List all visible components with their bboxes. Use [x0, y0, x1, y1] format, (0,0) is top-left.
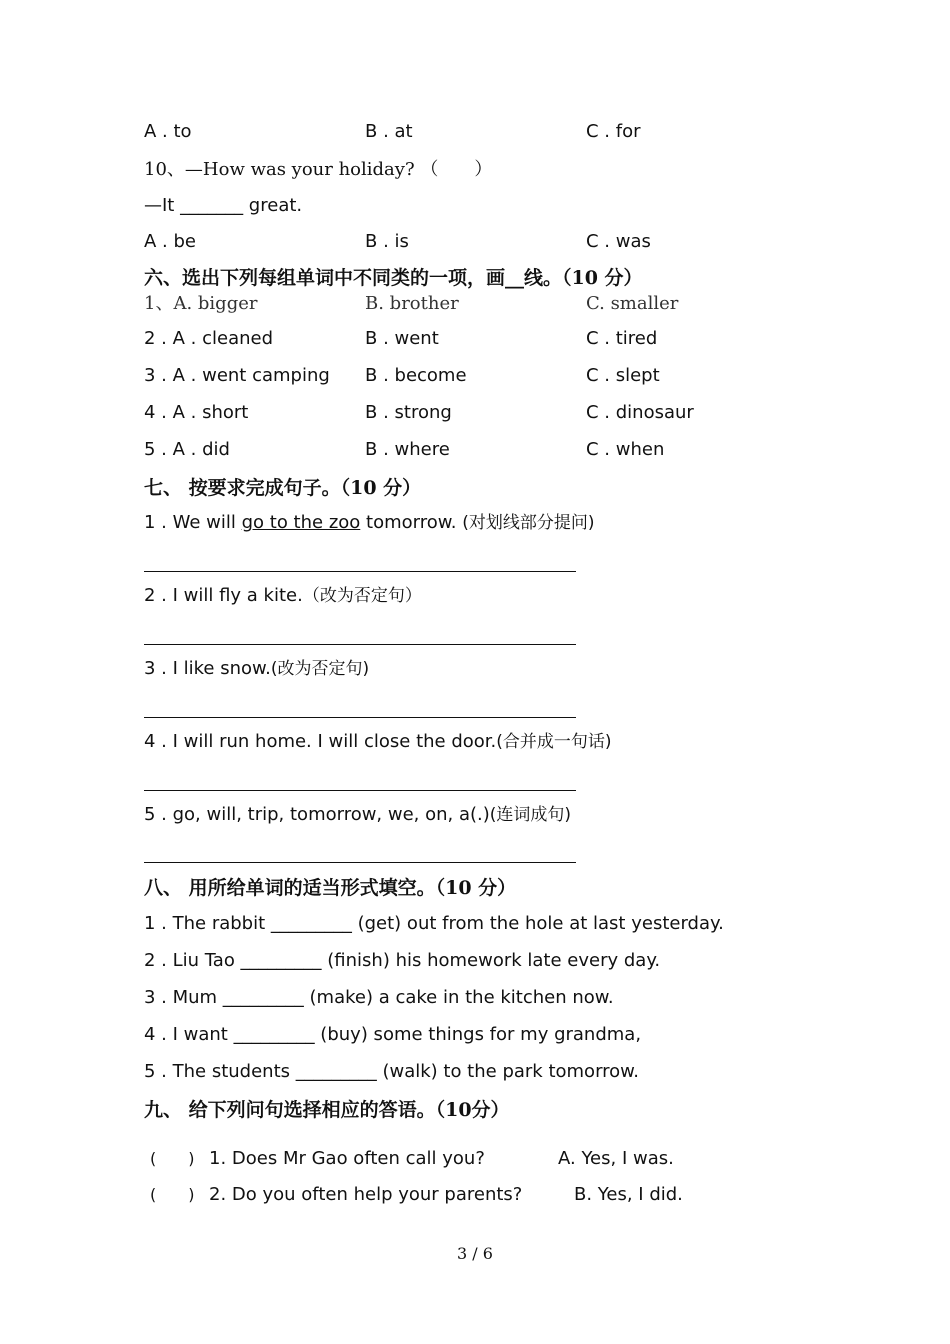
s8-item5: 5 . The students _________ (walk) to the park tomorrow. [144, 1061, 639, 1082]
s9-item1-question: 1. Does Mr Gao often call you? [209, 1148, 485, 1169]
section8-title: 八、 用所给单词的适当形式填空。（10 分） [144, 877, 517, 899]
s7-item3-text: 3 . I like snow. [144, 658, 271, 679]
s6-row1-b: B. brother [365, 293, 459, 314]
s7-item5 [144, 804, 571, 826]
s7-item1-pre: 1 . We will [144, 512, 242, 533]
section7-title: 七、 按要求完成句子。（10 分） [144, 477, 422, 499]
s6-row5-b: B . where [365, 439, 450, 460]
q10-question: 10、—How was your holiday? （ ） [144, 159, 493, 180]
s6-row1-c: C. smaller [586, 293, 679, 314]
s6-row3-b: B . become [365, 365, 467, 386]
s7-item1-post: tomorrow. [360, 512, 463, 533]
s8-item3: 3 . Mum _________ (make) a cake in the kitchen now. [144, 987, 614, 1008]
q9-option-c: C . for [586, 121, 641, 142]
q10-answer-line: —It _______ great. [144, 195, 303, 216]
s7-item1-note: (对划线部分提问) [462, 513, 595, 533]
s6-row2-b: B . went [365, 328, 439, 349]
s9-item2-answer: B. Yes, I did. [574, 1184, 683, 1205]
s8-item2: 2 . Liu Tao _________ (finish) his homework late every day. [144, 950, 661, 971]
answer-line[interactable] [144, 790, 576, 791]
q9-option-b: B . at [365, 121, 413, 142]
s6-row1-a: 1、A. bigger [144, 293, 258, 314]
page-number: 3 / 6 [457, 1244, 493, 1263]
s6-row3-c: C . slept [586, 365, 660, 386]
s8-item1: 1 . The rabbit _________ (get) out from the hole at last yesterday. [144, 913, 724, 934]
s6-row5-a: 5 . A . did [144, 439, 230, 460]
s6-row4-b: B . strong [365, 402, 452, 423]
q10-option-a: A . be [144, 231, 196, 252]
s6-row2-c: C . tired [586, 328, 658, 349]
s7-item4 [144, 731, 612, 753]
q10-option-c: C . was [586, 231, 651, 252]
answer-line[interactable] [144, 644, 576, 645]
s9-item2-question: 2. Do you often help your parents? [209, 1184, 523, 1205]
s6-row2-a: 2 . A . cleaned [144, 328, 274, 349]
s7-item2 [144, 585, 422, 607]
answer-line[interactable] [144, 717, 576, 718]
s6-row4-c: C . dinosaur [586, 402, 694, 423]
s9-item1-paren: ( ) [150, 1149, 195, 1168]
s8-item4: 4 . I want _________ (buy) some things for my grandma, [144, 1024, 642, 1045]
s7-item2-text: 2 . I will fly a kite. [144, 585, 303, 606]
s7-item2-note: （改为否定句） [302, 586, 422, 606]
s7-item5-text: 5 . go, will, trip, tomorrow, we, on, a(.) [144, 804, 490, 825]
s7-item3-note: (改为否定句) [270, 659, 370, 679]
answer-line[interactable] [144, 571, 576, 572]
section6-title: 六、选出下列每组单词中不同类的一项，画__线。（10 分） [144, 267, 643, 289]
s7-item3 [144, 658, 369, 680]
s7-item4-note: (合并成一句话) [496, 732, 612, 752]
s6-row4-a: 4 . A . short [144, 402, 249, 423]
s6-row3-a: 3 . A . went camping [144, 365, 330, 386]
s9-item1-answer: A. Yes, I was. [558, 1148, 674, 1169]
q10-option-b: B . is [365, 231, 409, 252]
s7-item1-underlined: go to the zoo [241, 512, 361, 533]
s6-row5-c: C . when [586, 439, 665, 460]
s9-item2-paren: ( ) [150, 1185, 195, 1204]
section9-title: 九、 给下列问句选择相应的答语。（10分） [144, 1099, 510, 1121]
s7-item1 [144, 512, 595, 534]
s7-item5-note: (连词成句) [489, 805, 572, 825]
answer-line[interactable] [144, 862, 576, 863]
s7-item4-text: 4 . I will run home. I will close the door. [144, 731, 497, 752]
q9-option-a: A . to [144, 121, 192, 142]
